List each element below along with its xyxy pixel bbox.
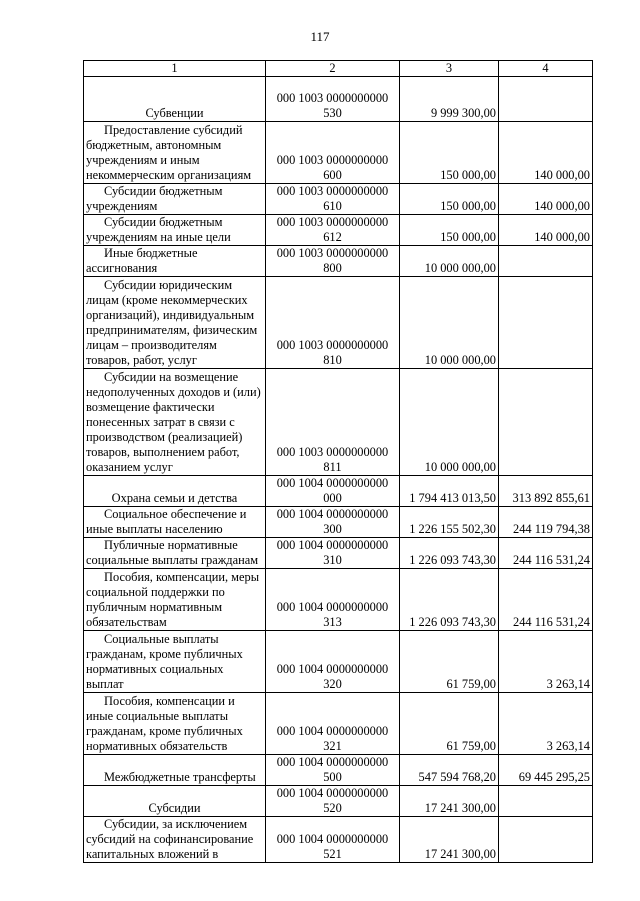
budget-table	[83, 60, 593, 863]
row-value-col4: 3 263,14	[499, 631, 593, 693]
row-value-col3: 17 241 300,00	[400, 817, 499, 863]
table-row	[84, 246, 593, 277]
row-value-col4	[499, 817, 593, 863]
row-name: Межбюджетные трансферты	[84, 755, 266, 786]
table-row	[84, 369, 593, 476]
row-name: Субсидии, за исключением субсидий на софинансирование капитальных вложений в	[84, 817, 266, 863]
row-value-col3: 150 000,00	[400, 122, 499, 184]
table-row	[84, 569, 593, 631]
row-code: 000 1003 0000000000 610	[266, 184, 400, 215]
row-name: Субсидии бюджетным учреждениям	[84, 184, 266, 215]
table-header-row	[84, 61, 593, 77]
row-name: Социальное обеспечение и иные выплаты населению	[84, 507, 266, 538]
table-row	[84, 184, 593, 215]
row-value-col3: 150 000,00	[400, 215, 499, 246]
row-code: 000 1004 0000000000 310	[266, 538, 400, 569]
row-value-col4: 140 000,00	[499, 122, 593, 184]
table-row	[84, 693, 593, 755]
row-code: 000 1003 0000000000 810	[266, 277, 400, 369]
row-value-col4	[499, 369, 593, 476]
row-value-col4	[499, 786, 593, 817]
row-value-col3: 547 594 768,20	[400, 755, 499, 786]
row-value-col4: 140 000,00	[499, 184, 593, 215]
row-name: Охрана семьи и детства	[84, 476, 266, 507]
row-value-col4	[499, 277, 593, 369]
page-number: 117	[310, 29, 330, 44]
row-value-col4	[499, 77, 593, 122]
table-row	[84, 77, 593, 122]
table-row	[84, 476, 593, 507]
row-value-col3: 9 999 300,00	[400, 77, 499, 122]
table-row	[84, 122, 593, 184]
row-value-col3: 10 000 000,00	[400, 277, 499, 369]
row-code: 000 1004 0000000000 321	[266, 693, 400, 755]
row-value-col3: 10 000 000,00	[400, 246, 499, 277]
row-code: 000 1003 0000000000 530	[266, 77, 400, 122]
row-value-col3: 61 759,00	[400, 631, 499, 693]
column-header-2: 2	[266, 61, 400, 77]
table-row	[84, 538, 593, 569]
row-code: 000 1004 0000000000 521	[266, 817, 400, 863]
row-value-col3: 150 000,00	[400, 184, 499, 215]
table-row	[84, 817, 593, 863]
row-name: Пособия, компенсации, меры социальной поддержки по публичным нормативным обязательствам	[84, 569, 266, 631]
row-value-col4: 140 000,00	[499, 215, 593, 246]
table-row	[84, 507, 593, 538]
row-value-col3: 10 000 000,00	[400, 369, 499, 476]
row-name: Пособия, компенсации и иные социальные выплаты гражданам, кроме публичных нормативных обязательств	[84, 693, 266, 755]
row-code: 000 1003 0000000000 811	[266, 369, 400, 476]
row-code: 000 1004 0000000000 300	[266, 507, 400, 538]
table-row	[84, 215, 593, 246]
row-name: Субсидии юридическим лицам (кроме некоммерческих организаций), индивидуальным предпринимателям, физическим лицам – производителям товаров, работ, услуг	[84, 277, 266, 369]
column-header-4: 4	[499, 61, 593, 77]
row-name: Публичные нормативные социальные выплаты гражданам	[84, 538, 266, 569]
row-code: 000 1004 0000000000 500	[266, 755, 400, 786]
row-code: 000 1004 0000000000 520	[266, 786, 400, 817]
row-value-col4: 313 892 855,61	[499, 476, 593, 507]
table-row	[84, 277, 593, 369]
row-value-col3: 17 241 300,00	[400, 786, 499, 817]
table-row	[84, 786, 593, 817]
row-value-col4: 244 116 531,24	[499, 569, 593, 631]
row-code: 000 1004 0000000000 000	[266, 476, 400, 507]
row-value-col4: 69 445 295,25	[499, 755, 593, 786]
row-code: 000 1003 0000000000 600	[266, 122, 400, 184]
row-code: 000 1004 0000000000 313	[266, 569, 400, 631]
row-value-col4: 244 116 531,24	[499, 538, 593, 569]
row-value-col4: 3 263,14	[499, 693, 593, 755]
row-value-col3: 61 759,00	[400, 693, 499, 755]
row-value-col4: 244 119 794,38	[499, 507, 593, 538]
column-header-1: 1	[84, 61, 266, 77]
table-row	[84, 755, 593, 786]
row-value-col3: 1 226 093 743,30	[400, 569, 499, 631]
row-value-col4	[499, 246, 593, 277]
row-name: Социальные выплаты гражданам, кроме публичных нормативных социальных выплат	[84, 631, 266, 693]
row-name: Иные бюджетные ассигнования	[84, 246, 266, 277]
row-code: 000 1004 0000000000 320	[266, 631, 400, 693]
table-row	[84, 631, 593, 693]
row-name: Субсидии бюджетным учреждениям на иные цели	[84, 215, 266, 246]
row-name: Предоставление субсидий бюджетным, автономным учреждениям и иным некоммерческим организациям	[84, 122, 266, 184]
row-code: 000 1003 0000000000 612	[266, 215, 400, 246]
row-code: 000 1003 0000000000 800	[266, 246, 400, 277]
column-header-3: 3	[400, 61, 499, 77]
row-value-col3: 1 226 155 502,30	[400, 507, 499, 538]
row-name: Субсидии	[84, 786, 266, 817]
row-name: Субвенции	[84, 77, 266, 122]
row-value-col3: 1 226 093 743,30	[400, 538, 499, 569]
row-value-col3: 1 794 413 013,50	[400, 476, 499, 507]
row-name: Субсидии на возмещение недополученных доходов и (или) возмещение фактически понесенных затрат в связи с производством (реализацией) товаров, выполнением работ, оказанием услуг	[84, 369, 266, 476]
